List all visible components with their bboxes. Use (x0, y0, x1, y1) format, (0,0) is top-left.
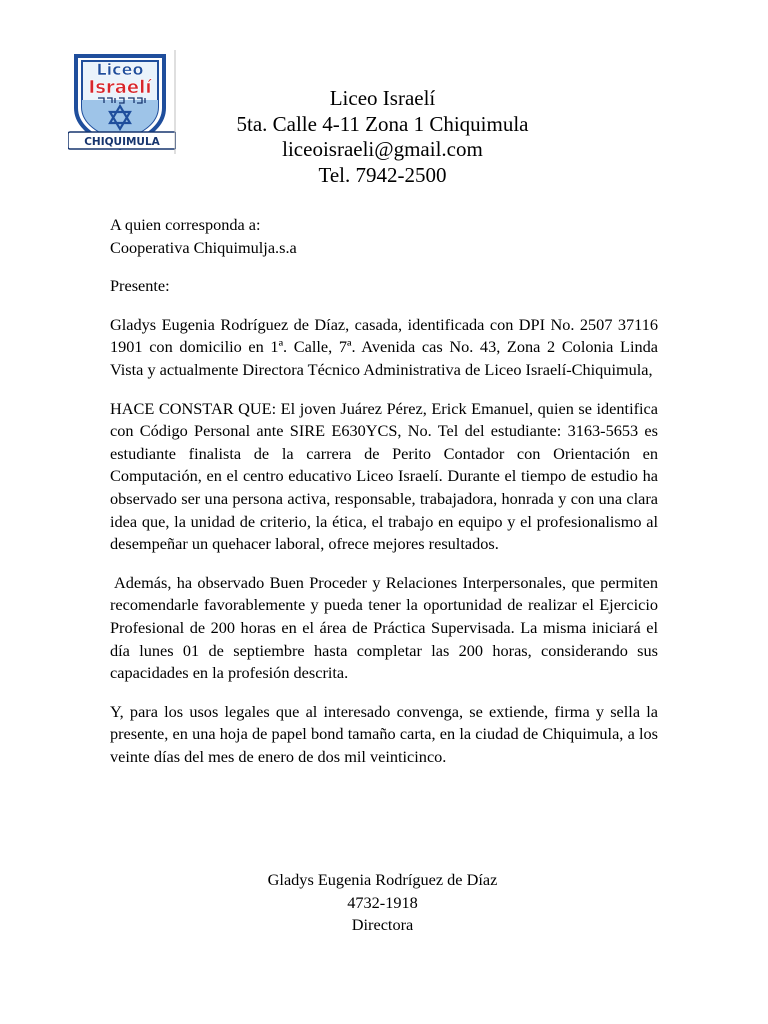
recipient-organization: Cooperativa Chiquimulja.s.a (110, 237, 297, 257)
paragraph-recommendation: Además, ha observado Buen Proceder y Relaciones Interpersonales, que permiten recomendarle favorablemente y pueda tener la oportunidad de realizar el Ejercicio Profesional de 200 horas en el área de Práctica Supervisada. La misma iniciará el día lunes 01 de septiembre hasta completar las 200 horas, considerando sus capacidades en la profesión descrita. (110, 572, 658, 683)
signer-title: Directora (351, 915, 414, 935)
letter-body (110, 214, 658, 768)
recipient-line: A quien corresponda a: (110, 215, 261, 234)
signer-phone: 4732-1918 (347, 892, 418, 912)
letterhead (180, 86, 585, 188)
school-email: liceoisraeli@gmail.com (282, 137, 483, 161)
signature-block (180, 869, 585, 937)
school-phone: Tel. 7942-2500 (318, 162, 447, 187)
school-logo (68, 50, 176, 154)
signer-name: Gladys Eugenia Rodríguez de Díaz (267, 870, 498, 889)
paragraph-closing: Y, para los usos legales que al interesado convenga, se extiende, firma y sella la presente, en una hoja de papel bond tamaño carta, en la ciudad de Chiquimula, a los veinte días del mes de enero de dos mil veinticinco. (110, 701, 658, 766)
logo-line2: Israelí (88, 77, 152, 98)
logo-line1: Liceo (96, 60, 144, 79)
school-address: 5ta. Calle 4-11 Zona 1 Chiquimula (236, 111, 529, 136)
salutation: Presente: (110, 276, 170, 296)
school-name: Liceo Israelí (329, 86, 436, 110)
paragraph-introduction: Gladys Eugenia Rodríguez de Díaz, casada, identificada con DPI No. 2507 37116 1901 con domicilio en 1ª. Calle, 7ª. Avenida cas No. 43, Zona 2 Colonia Linda Vista y actualmente Directora Técnico Administrativa de Liceo Israelí-Chiquimula, (110, 314, 658, 379)
paragraph-certification: HACE CONSTAR QUE: El joven Juárez Pérez, Erick Emanuel, quien se identifica con Código Personal ante SIRE E630YCS, No. Tel del estudiante: 3163-5653 es estudiante finalista de la carrera de Perito Contador con Orientación en Computación, en el centro educativo Liceo Israelí. Durante el tiempo de estudio ha observado ser una persona activa, responsable, trabajadora, honrada y con una clara idea que, la unidad de criterio, la ética, el trabajo en equipo y el profesionalismo al desempeñar un quehacer laboral, ofrece mejores resultados. (110, 398, 658, 554)
logo-banner-text: CHIQUIMULA (84, 136, 160, 148)
